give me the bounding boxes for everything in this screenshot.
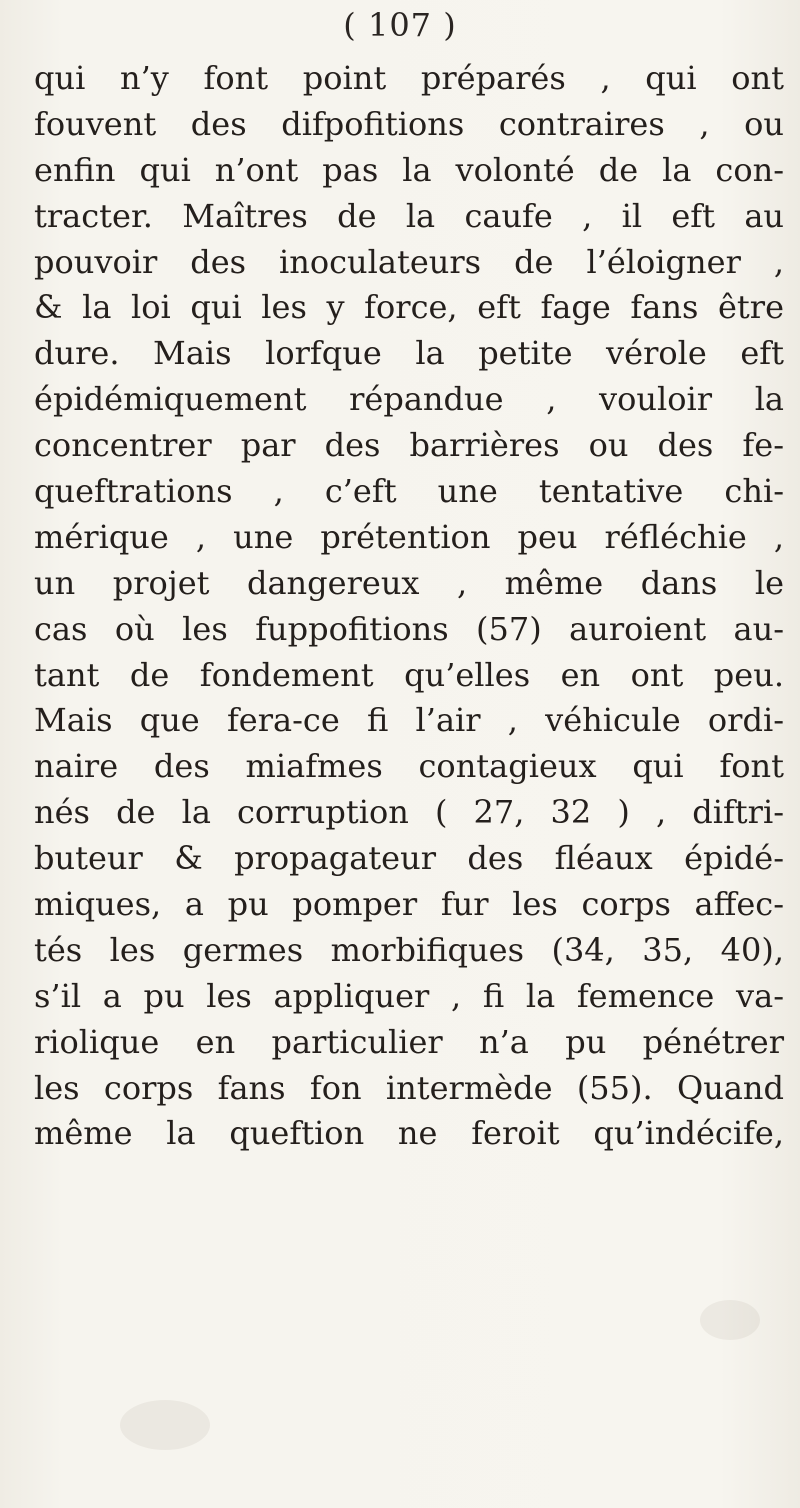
body-text [34,56,784,1157]
page-number: ( 107 ) [343,6,457,44]
paper-stain [120,1400,210,1450]
text-line: même la queftion ne feroit qu’indécife, [34,1114,784,1153]
text-line: miques, a pu pomper fur les corps affec- [34,885,784,924]
text-line: épidémiquement répandue , vouloir la [34,380,784,419]
text-line: Mais que fera-ce fi l’air , véhicule ordi- [34,701,784,740]
text-line: s’il a pu les appliquer , fi la femence va- [34,976,784,1015]
text-line: tés les germes morbifiques (34, 35, 40), [34,930,784,969]
text-line: pouvoir des inoculateurs de l’éloigner , [34,242,784,281]
text-line: queftrations , c’eft une tentative chi- [34,472,784,511]
text-line: riolique en particulier n’a pu pénétrer [34,1022,784,1061]
text-line: cas où les fuppofitions (57) auroient au- [34,609,784,648]
text-line: buteur & propagateur des fléaux épidé- [34,839,784,878]
text-line: tracter. Maîtres de la caufe , il eft au [34,196,784,235]
text-line: fouvent des difpofitions contraires , ou [34,104,784,143]
text-line: nés de la corruption ( 27, 32 ) , diftri- [34,793,784,832]
paper-stain [700,1300,760,1340]
text-line: naire des miafmes contagieux qui font [34,747,784,786]
text-line: enfin qui n’ont pas la volonté de la con- [34,150,784,189]
text-line: & la loi qui les y force, eft fage fans être [34,288,784,327]
text-line: un projet dangereux , même dans le [34,563,784,602]
text-line: qui n’y font point préparés , qui ont [34,59,784,97]
text-line: tant de fondement qu’elles en ont peu. [34,655,784,694]
text-line: les corps fans fon intermède (55). Quand [34,1068,784,1107]
text-line: mérique , une prétention peu réfléchie , [34,517,784,556]
text-line: concentrer par des barrières ou des fe- [34,426,784,465]
text-line: dure. Mais lorfque la petite vérole eft [34,334,784,373]
